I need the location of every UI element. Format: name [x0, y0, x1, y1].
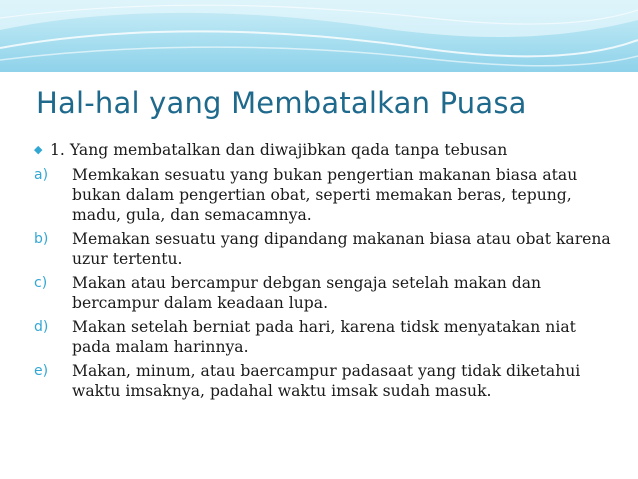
- item-text: Makan atau bercampur debgan sengaja setelah makan dan bercampur dalam keadaan lupa.: [72, 274, 542, 312]
- item-text: Makan setelah berniat pada hari, karena tidsk menyatakan niat pada malam harinnya.: [72, 318, 576, 356]
- item-marker: b): [34, 231, 49, 247]
- item-marker: e): [34, 363, 49, 379]
- list-item: [34, 229, 614, 269]
- list-item: [34, 273, 614, 313]
- wave-decoration: [0, 0, 638, 72]
- item-marker: c): [34, 275, 48, 291]
- diamond-bullet-icon: ◆: [34, 143, 43, 156]
- item-marker: d): [34, 319, 49, 335]
- intro-text: 1. Yang membatalkan dan diwajibkan qada tanpa tebusan: [50, 141, 508, 159]
- item-text: Memakan sesuatu yang dipandang makanan biasa atau obat karena uzur tertentu.: [72, 230, 611, 268]
- list-item: [34, 361, 614, 401]
- list-item: [34, 165, 614, 225]
- list-item: [34, 317, 614, 357]
- item-text: Memkakan sesuatu yang bukan pengertian makanan biasa atau bukan dalam pengertian obat, seperti memakan beras, tepung, madu, gula, dan semacamnya.: [72, 166, 578, 224]
- item-marker: a): [34, 167, 49, 183]
- header-wave-band: [0, 0, 638, 72]
- page-title: Hal-hal yang Membatalkan Puasa: [36, 86, 527, 120]
- intro-line: [34, 140, 614, 160]
- item-text: Makan, minum, atau baercampur padasaat yang tidak diketahui waktu imsaknya, padahal waktu imsak sudah masuk.: [72, 362, 581, 400]
- content-body: [34, 140, 614, 405]
